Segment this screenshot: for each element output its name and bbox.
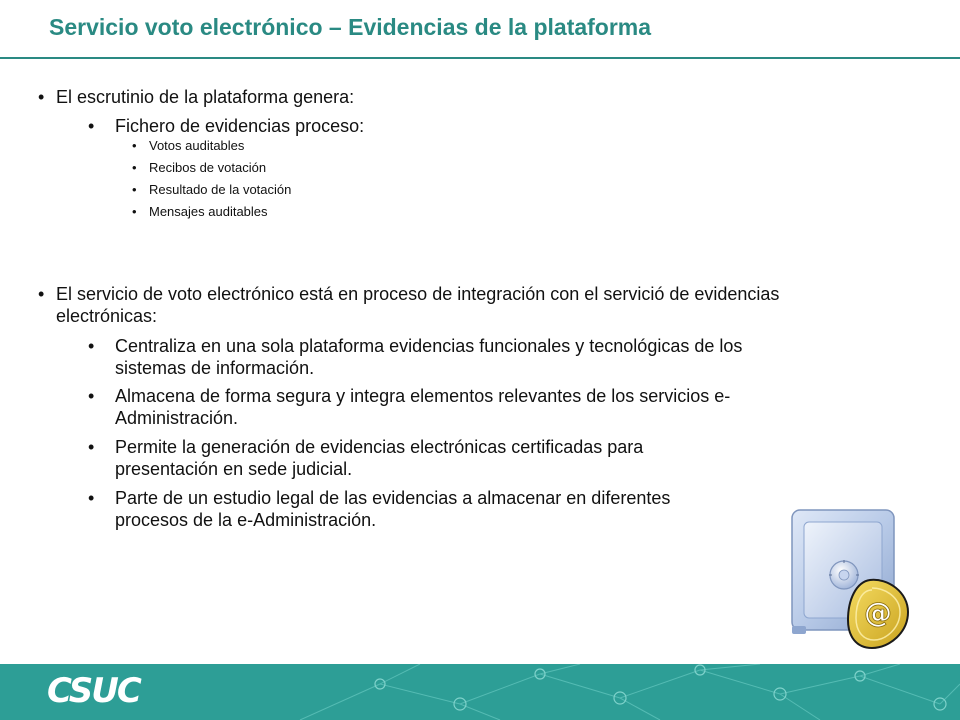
list-item	[88, 335, 743, 379]
list-item-line1: Almacena de forma segura y integra elementos relevantes de los servicios e-	[115, 386, 731, 406]
list-item-line2: Administración.	[115, 408, 239, 428]
bullet-dot: •	[88, 116, 95, 136]
csuc-logo: CSUC	[47, 671, 140, 711]
bullet-text: El escrutinio de la plataforma genera:	[56, 87, 355, 107]
bullet-dot: •	[38, 284, 45, 304]
at-sign-badge-icon	[848, 580, 908, 648]
bullet-dot: •	[88, 437, 95, 457]
list-item	[132, 204, 268, 220]
list-item	[132, 138, 245, 154]
list-item-line2: presentación en sede judicial.	[115, 459, 353, 479]
list-item-text: Recibos de votación	[149, 160, 267, 175]
list-item-line2: sistemas de información.	[115, 358, 315, 378]
svg-text:@: @	[864, 596, 892, 629]
bullet-escrutinio	[38, 86, 355, 108]
list-item-line1: Parte de un estudio legal de las evidencias a almacenar en diferentes	[115, 488, 671, 508]
bullet-text: Fichero de evidencias proceso:	[115, 116, 365, 136]
bullet-dot: •	[88, 336, 95, 356]
bullet-servicio	[38, 283, 780, 327]
list-item-line1: Permite la generación de evidencias electrónicas certificadas para	[115, 437, 644, 457]
bullet-dot: •	[88, 386, 95, 406]
bullet-dot: •	[132, 204, 137, 219]
list-item	[132, 182, 292, 198]
network-decoration-icon	[0, 664, 960, 720]
bullet-dot: •	[132, 138, 137, 153]
bullet-text-line2: electrónicas:	[56, 306, 158, 326]
footer-band	[0, 664, 960, 720]
bullet-fichero	[88, 115, 365, 137]
bullet-dot: •	[132, 160, 137, 175]
bullet-dot: •	[38, 87, 45, 107]
slide-title: Servicio voto electrónico – Evidencias de la plataforma	[49, 14, 652, 40]
list-item	[88, 385, 731, 429]
safe-icon	[790, 508, 912, 654]
list-item-line2: procesos de la e-Administración.	[115, 510, 377, 530]
list-item	[88, 487, 671, 531]
title-divider	[0, 57, 960, 59]
list-item	[88, 436, 644, 480]
list-item	[132, 160, 267, 176]
list-item-line1: Centraliza en una sola plataforma evidencias funcionales y tecnológicas de los	[115, 336, 743, 356]
list-item-text: Votos auditables	[149, 138, 245, 153]
list-item-text: Resultado de la votación	[149, 182, 292, 197]
bullet-dot: •	[132, 182, 137, 197]
list-item-text: Mensajes auditables	[149, 204, 268, 219]
bullet-dot: •	[88, 488, 95, 508]
bullet-text-line1: El servicio de voto electrónico está en proceso de integración con el servició de evidencias	[56, 284, 780, 304]
